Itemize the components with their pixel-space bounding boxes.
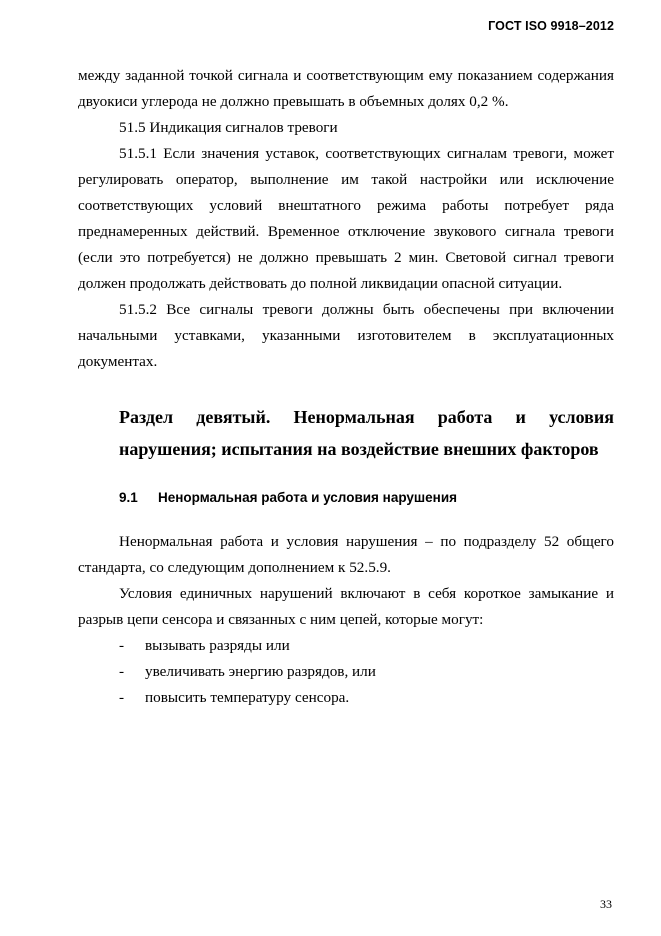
body-paragraph: Условия единичных нарушений включают в себя короткое замыкание и разрыв цепи сенсора и связанных с ним цепей, которые могут:	[78, 585, 614, 628]
subsection-title: Ненормальная работа и условия нарушения	[158, 490, 458, 505]
body-paragraph: Ненормальная работа и условия нарушения – по подразделу 52 общего стандарта, со следующим дополнением к 52.5.9.	[78, 533, 614, 576]
list-item: - увеличивать энергию разрядов, или	[119, 659, 614, 685]
page-content	[78, 63, 614, 711]
dash-bullet: -	[119, 689, 125, 706]
document-header: ГОСТ ISO 9918–2012	[488, 19, 614, 33]
dash-list	[78, 633, 614, 711]
clause-heading-51-5: 51.5 Индикация сигналов тревоги	[119, 119, 338, 136]
section-title: Раздел девятый. Ненормальная работа и условия нарушения; испытания на воздействие внешних факторов	[119, 407, 614, 459]
subsection-heading	[78, 485, 614, 511]
subsection-number: 9.1	[119, 490, 138, 505]
page-number: 33	[600, 897, 612, 911]
list-item: - вызывать разряды или	[119, 633, 614, 659]
list-item: - повысить температуру сенсора.	[119, 685, 614, 711]
paragraph-continuation: между заданной точкой сигнала и соответствующим ему показанием содержания двуокиси углерода не должно превышать в объемных долях 0,2 %.	[78, 67, 614, 110]
dash-bullet: -	[119, 637, 125, 654]
dash-bullet: -	[119, 663, 125, 680]
clause-51-5-1: 51.5.1 Если значения уставок, соответствующих сигналам тревоги, может регулировать оператор, выполнение им такой настройки или исключение соответствующих условий внештатного режима работы потребует ряда преднамеренных действий. Временное отключение звукового сигнала тревоги (если это потребуется) не должно превышать 2 мин. Световой сигнал тревоги должен продолжать действовать до полной ликвидации опасной ситуации.	[78, 145, 614, 292]
clause-51-5-2: 51.5.2 Все сигналы тревоги должны быть обеспечены при включении начальными уставками, указанными изготовителем в эксплуатационных документах.	[78, 301, 614, 370]
